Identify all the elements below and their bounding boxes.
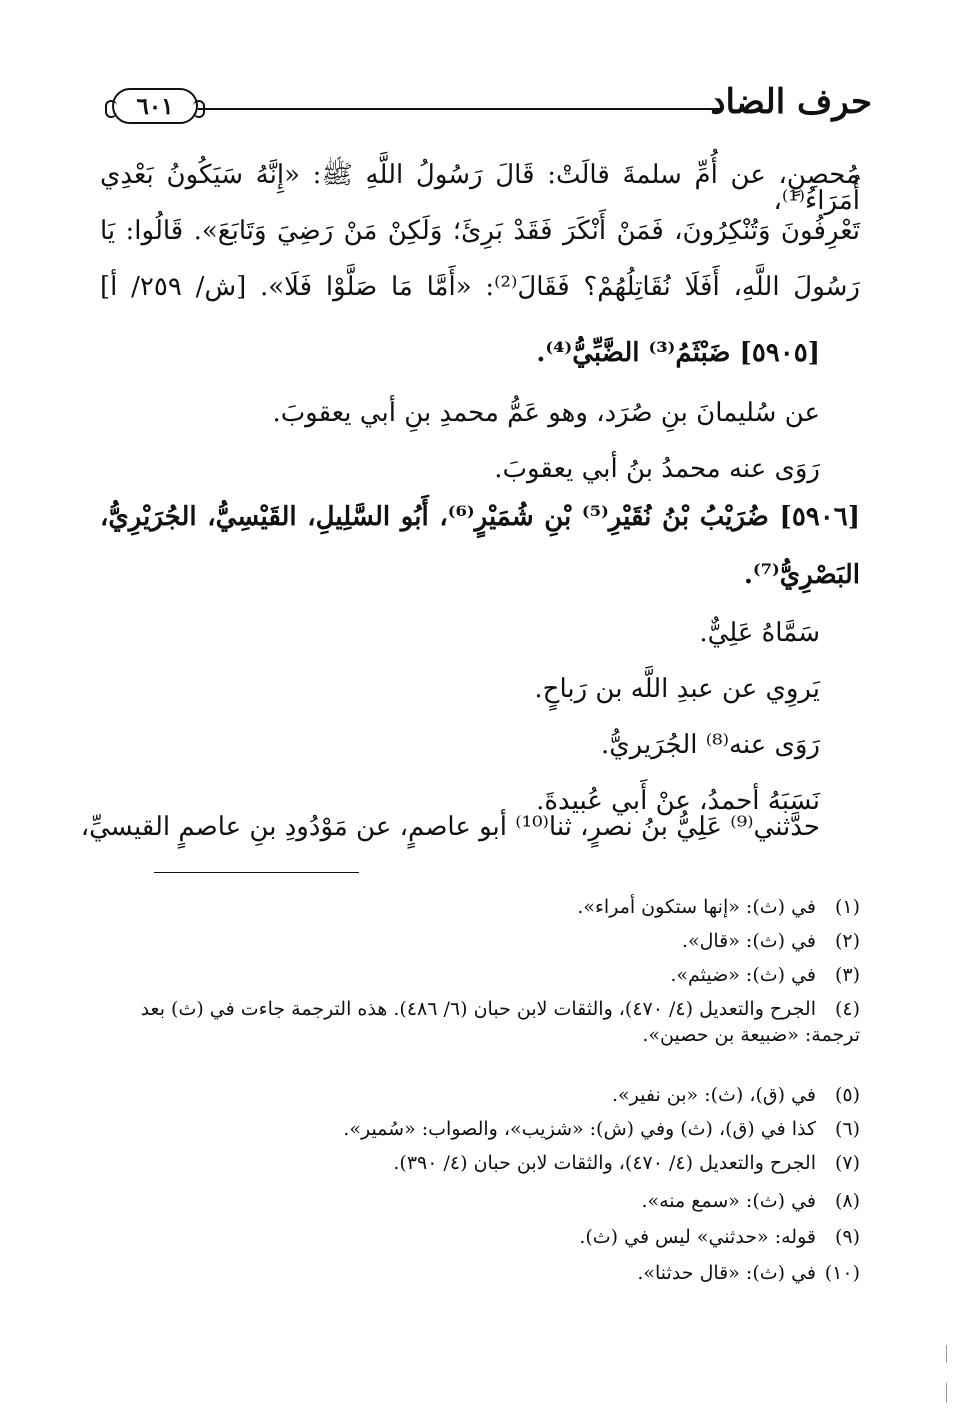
header-rule <box>198 108 722 110</box>
footnote-number: (٢) <box>834 930 860 952</box>
footnote <box>670 963 860 989</box>
footnote-number: (٥) <box>834 1084 860 1106</box>
scan-margin-mark <box>946 1345 947 1363</box>
footnote <box>577 895 860 921</box>
entry-heading: [٥٩٠٦] ضُرَيْبُ بْنُ نُقَيْرِ⁽⁵⁾ بْنِ شُمَيْرٍ⁽⁶⁾، أَبُو السَّلِيلِ، القَيْسِيُّ، الجُرَيْرِيُّ، <box>100 502 860 532</box>
text-line: حدَّثني⁽⁹⁾ عَلِيُّ بنُ نصرٍ، ثنا⁽¹⁰⁾ أبو عاصمٍ، عن مَوْدُودِ بنِ عاصمٍ القيسيِّ، <box>80 812 820 842</box>
footnote <box>100 997 860 1048</box>
footnote-text: في (ث): «قال». <box>681 930 816 952</box>
scan-margin-mark <box>946 1383 947 1403</box>
text-line: رَوَى عنه محمدُ بنُ أبي يعقوبَ. <box>494 454 820 484</box>
footnote <box>393 1151 860 1177</box>
footnote-text: في (ث): «سمع منه». <box>641 1190 816 1212</box>
footnote-text: في (ث): «إنها ستكون أمراء». <box>577 896 816 918</box>
text-line: يَروِي عن عبدِ اللَّه بن رَباحٍ. <box>534 674 820 704</box>
footnote-number: (١) <box>834 896 860 918</box>
text-line: رَوَى عنه⁽⁸⁾ الجُرَيريُّ. <box>601 730 820 760</box>
text-line: سَمَّاهُ عَلِيٌّ. <box>699 618 820 648</box>
footnote-number: (١٠) <box>824 1262 860 1284</box>
footnote <box>612 1083 860 1109</box>
footnote <box>637 1261 860 1287</box>
running-header <box>112 78 872 138</box>
footnote-number: (٨) <box>834 1190 860 1212</box>
entry-heading: [٥٩٠٥] ضَبْثَمُ⁽³⁾ الضَّبِّيُّ⁽⁴⁾. <box>536 338 820 368</box>
text-line: عن سُليمانَ بنِ صُرَد، وهو عَمُّ محمدِ بنِ أبي يعقوبَ. <box>272 398 820 428</box>
text-line: رَسُولَ اللَّهِ، أَفَلَا نُقَاتِلُهُمْ؟ فَقَالَ⁽²⁾: «أَمَّا مَا صَلَّوْا فَلَا». [ش/ ٢٥٩/ أ] <box>100 272 860 302</box>
chapter-title: حرف الضاد <box>710 82 872 122</box>
footnote <box>682 929 860 955</box>
footnote-number: (٦) <box>834 1118 860 1140</box>
page-number: ٦٠١ <box>112 88 198 124</box>
footnote <box>641 1189 860 1215</box>
text-line: مُحصِنٍ، عن أُمِّ سلمةَ قالَتْ: قَالَ رَسُولُ اللَّهِ ﷺ: «إِنَّهُ سَيَكُونُ بَعْدِي أُمَرَاءُ⁽¹⁾، <box>100 160 860 216</box>
footnote-text: كذا في (ق)، (ث) وفي (ش): «شزيب»، والصواب: «سُمير». <box>343 1118 816 1140</box>
footnote-number: (٧) <box>834 1152 860 1174</box>
footnote-text: الجرح والتعديل (٤/ ٤٧٠)، والثقات لابن حبان (٤/ ٣٩٠). <box>393 1152 816 1174</box>
text-line: نَسَبَهُ أحمدُ، عنْ أَبي عُبيدةَ. <box>536 786 820 816</box>
footnote-separator <box>154 872 359 873</box>
footnote-number: (٣) <box>834 964 860 986</box>
entry-heading-cont: البَصْرِيُّ⁽⁷⁾. <box>743 560 860 590</box>
footnote-number: (٩) <box>834 1226 860 1248</box>
footnote-text: قوله: «حدثني» ليس في (ث). <box>579 1226 816 1248</box>
footnote-text: الجرح والتعديل (٤/ ٤٧٠)، والثقات لابن حبان (٦/ ٤٨٦). هذه الترجمة جاءت في (ث) بعد ترجمة: «ضبيعة بن حصين». <box>140 998 860 1046</box>
footnote-text: في (ث): «قال حدثنا». <box>637 1262 816 1284</box>
footnote-number: (٤) <box>834 998 860 1020</box>
footnote-text: في (ث): «ضيثم». <box>670 964 816 986</box>
footnote-text: في (ق)، (ث): «بن نفير». <box>611 1084 816 1106</box>
footnote <box>579 1225 860 1251</box>
footnote <box>343 1117 860 1143</box>
text-line: تَعْرِفُونَ وَتُنْكِرُونَ، فَمَنْ أَنْكَرَ فَقَدْ بَرِئَ؛ وَلَكِنْ مَنْ رَضِيَ وَتَابَعَ». قَالُوا: يَا <box>100 216 860 246</box>
